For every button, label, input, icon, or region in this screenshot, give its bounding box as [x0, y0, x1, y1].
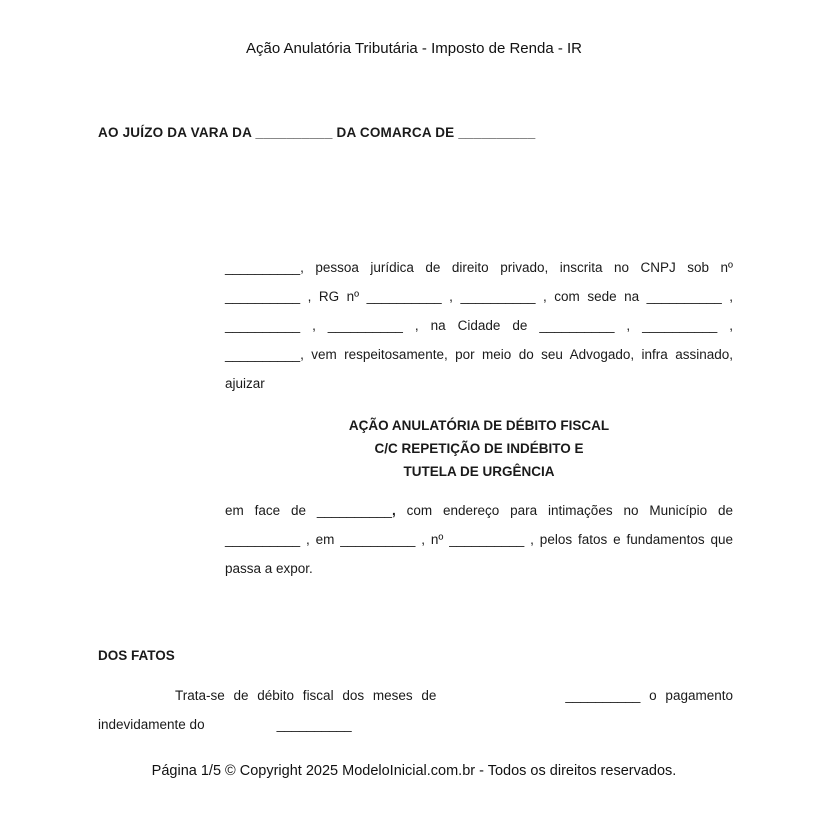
qualification-paragraph: __________, pessoa jurídica de direito privado, inscrita no CNPJ sob nº __________ , RG nº __________ , __________ , com sede na __________ , __________ , __________ , na Cidade de __________ , __________ , __________, vem respeitosamente, por meio do seu Advogado, infra assinado, ajuizar: [225, 260, 733, 391]
defendant-rest: com endereço para intimações no Município de __________ , em __________ , nº __________ , pelos fatos e fundamentos que passa a expor.: [225, 503, 733, 576]
defendant-bold-comma: ,: [391, 503, 396, 518]
facts-section-heading: DOS FATOS: [98, 648, 175, 663]
action-title-line-1: AÇÃO ANULATÓRIA DE DÉBITO FISCAL: [348, 418, 610, 433]
action-title-line-3: TUTELA DE URGÊNCIA: [403, 464, 555, 479]
addressing-heading: AO JUÍZO DA VARA DA __________ DA COMARCA DE __________: [98, 125, 536, 140]
facts-line2-blank: __________: [276, 717, 352, 732]
facts-line2-text: indevidamente do: [98, 717, 205, 732]
facts-line1-text: Trata-se de débito fiscal dos meses de: [175, 688, 437, 703]
defendant-lead: em face de __________: [225, 503, 392, 518]
facts-paragraph-line-2: [98, 710, 733, 739]
facts-line1-blank-and-text: __________ o pagamento: [565, 688, 733, 703]
document-title: Ação Anulatória Tributária - Imposto de Renda - IR: [245, 40, 582, 57]
facts-paragraph-line-1: [98, 681, 733, 710]
action-title-line-2: C/C REPETIÇÃO DE INDÉBITO E: [374, 441, 584, 456]
page-footer: Página 1/5 © Copyright 2025 ModeloInicial.com.br - Todos os direitos reservados.: [151, 763, 677, 779]
defendant-paragraph: [225, 496, 733, 583]
action-title: [225, 414, 733, 483]
